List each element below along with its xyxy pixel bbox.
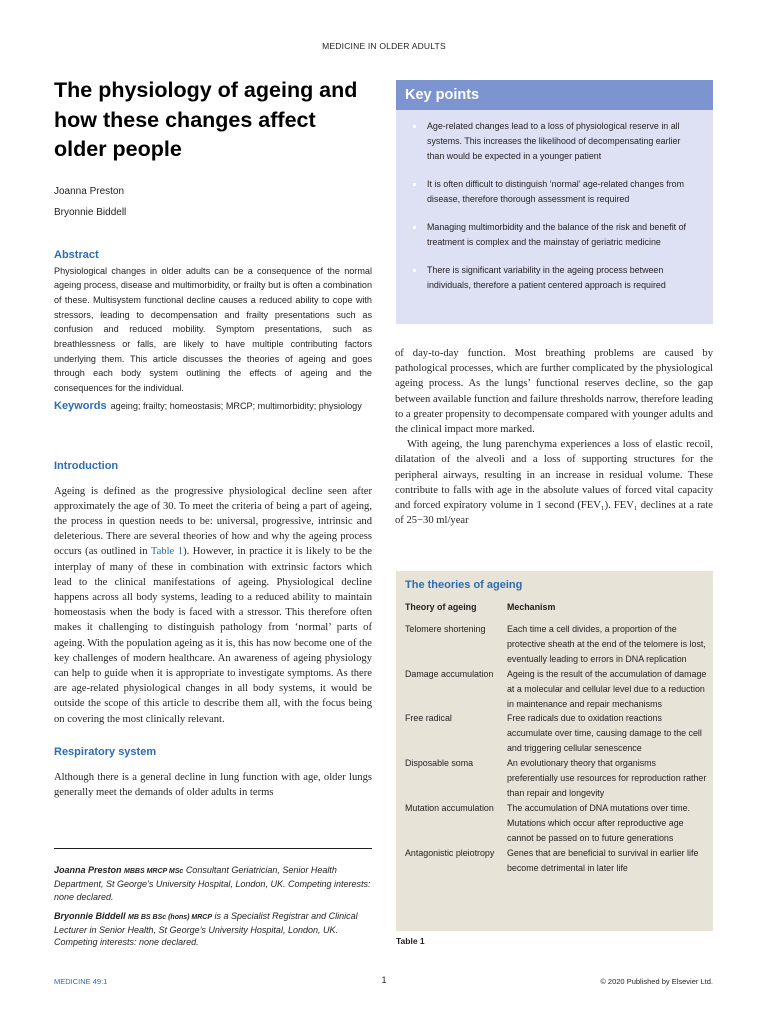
table-1-link[interactable]: Table 1 <box>150 546 184 558</box>
author-name: Bryonnie Biddell <box>54 206 127 218</box>
footnote-degrees: MB BS BSc (hons) MRCP <box>128 913 213 921</box>
footnote <box>54 864 372 903</box>
theory-name: Free radical <box>405 713 452 724</box>
key-point: It is often difficult to distinguish ‘normal’ age-related changes from disease, therefore thorough assessment is required <box>413 177 699 207</box>
keywords-label: Keywords <box>54 399 107 412</box>
journal-reference: MEDICINE 49:1 <box>54 977 108 986</box>
intro-text-part: ). However, in practice it is likely to be the interplay of many of these in combination with extrinsic factors which lead to the clinical manifestations of ageing. Physiological decline happens across all body systems, leading to a reduced ability to maintain homeostasis when the body is faced with a stressor. This therefore often makes it challenging to distinguish pathology from ‘normal’ parts of ageing. With the population ageing as it is, this has now become one of the key challenges of modern healthcare. An awareness of ageing physiology can help to guide when it is appropriate to investigate symptoms. As there are age-related physiological changes in all body systems, it would be outside the scope of this article to describe them all, with the focus being on covering the most clinically relevant. <box>54 546 372 725</box>
left-column <box>54 76 372 800</box>
respiratory-heading: Respiratory system <box>54 745 157 758</box>
body-paragraph: With ageing, the lung parenchyma experiences a loss of elastic recoil, dilatation of the alveoli and a loss of supporting structures for the peripheral airways, resulting in an increase in residual volume. These contribute to falls with age in the absolute values of forced vital capacity and forced expiratory volume in 1 second (FEV₁). FEV₁ declines at a rate of 25−30 ml/year <box>395 439 713 527</box>
theories-table-title: The theories of ageing <box>405 579 523 591</box>
table-row <box>405 801 707 846</box>
key-point: Managing multimorbidity and the balance of the risk and benefit of treatment is complex and the mainstay of geriatric medicine <box>413 220 699 250</box>
theory-name: Antagonistic pleiotropy <box>405 847 495 858</box>
keywords-text: ageing; frailty; homeostasis; MRCP; multimorbidity; physiology <box>110 400 362 411</box>
table-header-row <box>405 598 707 622</box>
respiratory-text: Although there is a general decline in lung function with age, older lungs generally meet the demands of older adults in terms <box>54 771 372 798</box>
footnote-author: Joanna Preston <box>54 865 122 875</box>
table-row <box>405 756 707 801</box>
abstract-text: Physiological changes in older adults can be a consequence of the normal ageing process, disease and multimorbidity, or frailty but is often a combination of these. Multisystem functional decline causes a reduced ability to cope with stressors, leading to decompensation and frailty presentations such as confusion and reduced mobility. Symptom presentations, such as breathlessness or falls, are likely to have multiple contributing factors underlying them. This article discusses the theories of ageing and goes through each body system outlining the effects of ageing and the consequences for the individual. <box>54 265 372 394</box>
column-header: Theory of ageing <box>405 602 477 612</box>
theory-mechanism: Ageing is the result of the accumulation of damage at a molecular and cellular level due to a reduction in maintenance and repair mechanisms <box>507 668 707 709</box>
footnote-degrees: MBBS MRCP MSc <box>124 868 184 875</box>
theories-table-box <box>396 571 713 931</box>
article-title: The physiology of ageing and how these changes affect older people <box>54 78 358 161</box>
right-column-text <box>395 346 713 528</box>
page-number: 1 <box>381 975 387 985</box>
abstract-heading: Abstract <box>54 248 99 261</box>
theory-mechanism: The accumulation of DNA mutations over time. Mutations which occur after reproductive age cannot be passed on to future generations <box>507 802 691 843</box>
theory-name: Telomere shortening <box>405 624 486 634</box>
key-points-box <box>396 80 713 324</box>
copyright-notice: © 2020 Published by Elsevier Ltd. <box>600 977 713 986</box>
theory-mechanism: Free radicals due to oxidation reactions accumulate over time, causing damage to the cell and triggering cellular senescence <box>507 713 702 754</box>
theory-mechanism: Genes that are beneficial to survival in earlier life become detrimental in later life <box>507 847 699 873</box>
author-footnotes <box>54 848 372 956</box>
intro-text-part: Ageing is defined as the progressive physiological decline seen after approximately the age of 30. To meet the criteria of being a part of ageing, the process in question needs to be: universal, progressive, intrinsic and deleterious. There are several theories of how and why the ageing process occurs (as outlined in <box>54 485 372 558</box>
column-header: Mechanism <box>507 602 556 612</box>
table-row <box>405 846 707 876</box>
body-paragraph: of day-to-day function. Most breathing problems are caused by pathological processes, which are further complicated by the physiological ageing process. As the lungs’ functional reserves decline, so the gap between available function and failure thresholds narrow, therefore leading to a greater propensity to decompensate compared with younger adults and the clinical impact more marked. <box>395 348 713 436</box>
keywords <box>54 399 372 414</box>
footnote-author: Bryonnie Biddell <box>54 910 126 921</box>
key-point: Age-related changes lead to a loss of physiological reserve in all systems. This increases the likelihood of decompensating earlier than would be expected in a younger patient <box>413 119 699 164</box>
footnote-text: is a Specialist Registrar and Clinical Lecturer in Senior Health, St George’s University Hospital, London, UK. Competing interests: none declared. <box>54 910 358 948</box>
table-caption: Table 1 <box>396 936 425 946</box>
running-head: MEDICINE IN OLDER ADULTS <box>322 41 446 51</box>
theory-name: Disposable soma <box>405 758 474 769</box>
key-points-list <box>396 110 713 293</box>
introduction-heading: Introduction <box>54 459 119 472</box>
introduction-text <box>54 484 372 727</box>
theory-name: Damage accumulation <box>405 668 494 679</box>
theories-table <box>405 598 707 875</box>
table-row <box>405 622 707 667</box>
theory-mechanism: Each time a cell divides, a proportion of the protective sheath at the end of the telomere is lost, eventually leading to errors in DNA replication <box>507 624 706 664</box>
table-row <box>405 711 707 756</box>
author-name: Joanna Preston <box>54 185 125 197</box>
key-point: There is significant variability in the ageing process between individuals, therefore a patient centered approach is required <box>413 263 699 293</box>
table-row <box>405 667 707 712</box>
footnote <box>54 910 372 949</box>
theory-mechanism: An evolutionary theory that organisms preferentially use resources for reproduction rather than repair and longevity <box>507 758 707 798</box>
theory-name: Mutation accumulation <box>405 802 494 813</box>
footnote-text: Consultant Geriatrician, Senior Health Department, St George’s University Hospital, London, UK. Competing interests: none declared. <box>54 865 371 902</box>
key-points-heading: Key points <box>396 80 713 110</box>
